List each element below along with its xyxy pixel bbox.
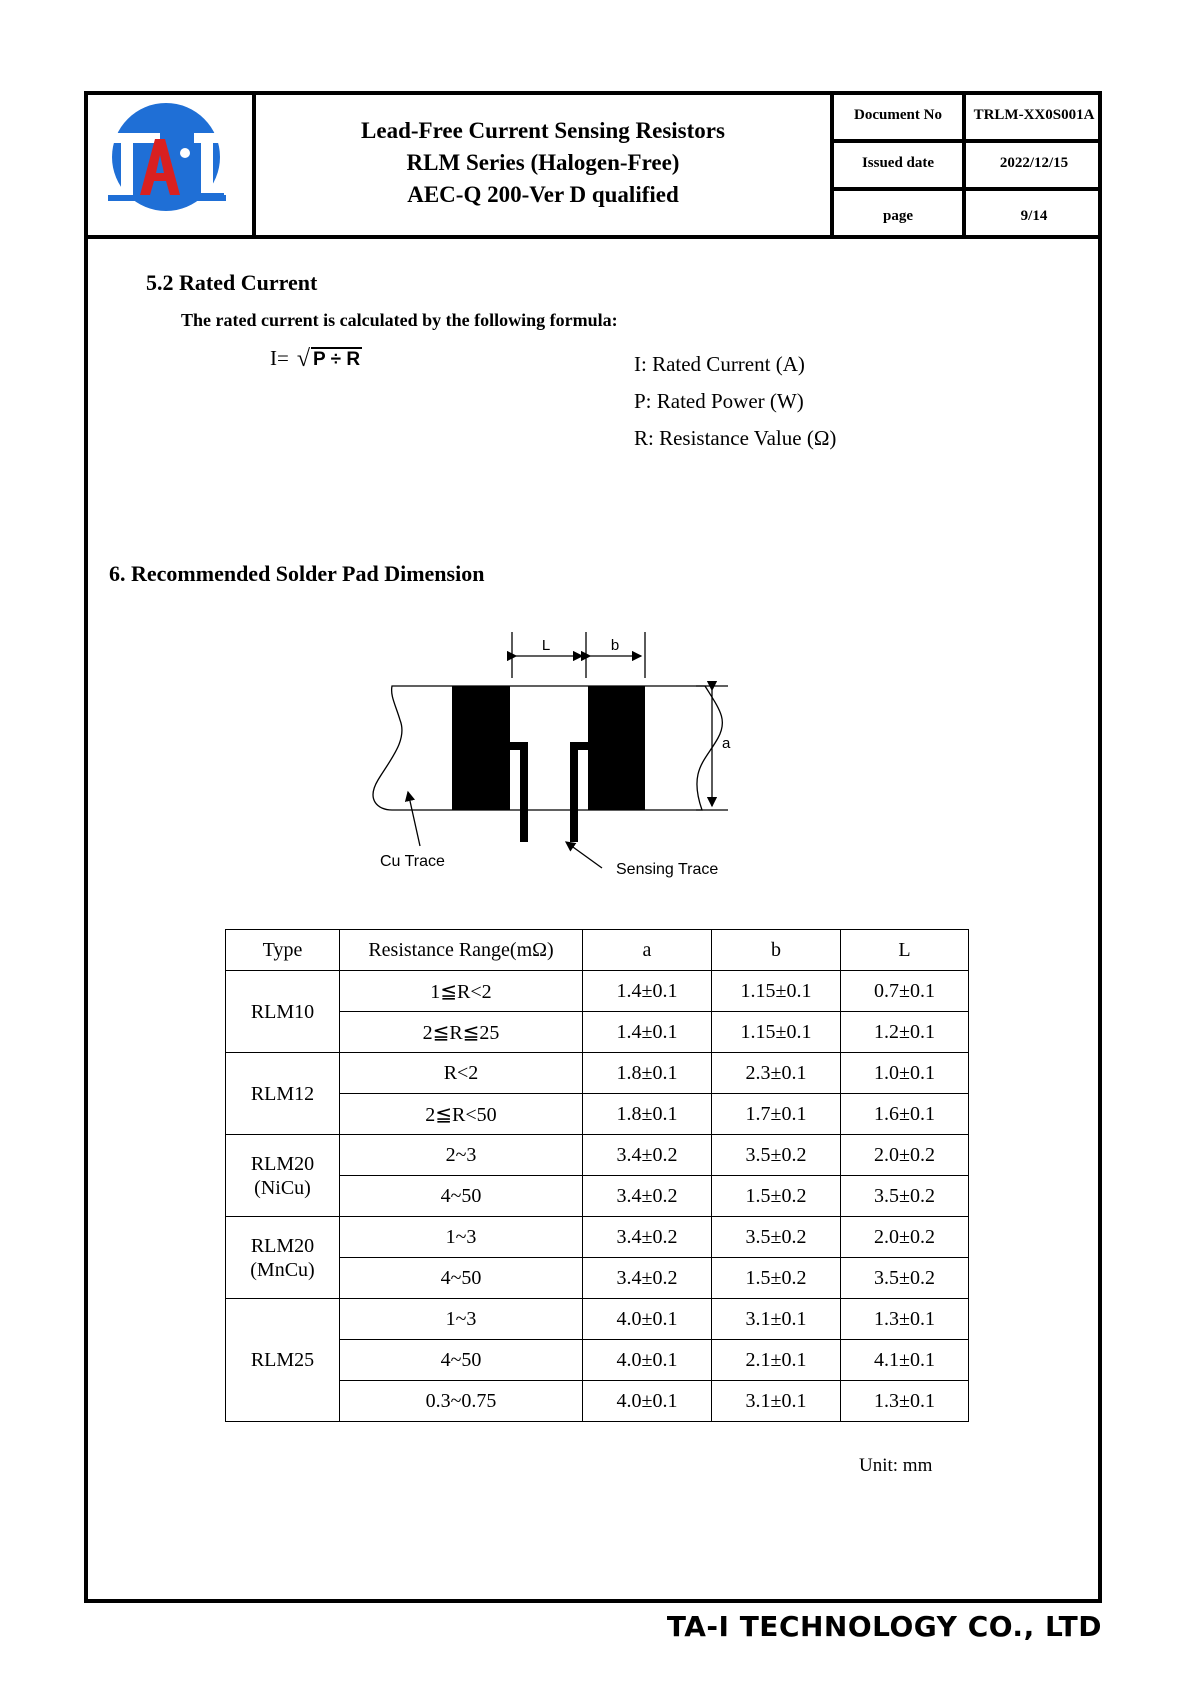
meta-label: Issued date	[834, 139, 966, 187]
range-cell: 1≦R<2	[340, 971, 583, 1012]
sqrt-icon: √	[296, 345, 311, 372]
section-heading-rated-current: 5.2 Rated Current	[146, 270, 318, 295]
sensing-trace-label: Sensing Trace	[616, 861, 719, 878]
meta-row-document-no	[834, 91, 1102, 143]
cu-trace-label: Cu Trace	[380, 853, 445, 870]
value-cell: 2.1±0.1	[712, 1340, 841, 1381]
value-cell: 1.5±0.2	[712, 1258, 841, 1299]
meta-value: 9/14	[1020, 207, 1048, 224]
range-cell: 4~50	[340, 1258, 583, 1299]
value-cell: 1.0±0.1	[841, 1053, 969, 1094]
type-cell	[226, 1217, 340, 1299]
meta-value: 2022/12/15	[999, 154, 1069, 171]
range-cell: 1~3	[340, 1299, 583, 1340]
value-cell: 4.0±0.1	[583, 1381, 712, 1422]
formula-definitions	[634, 352, 836, 463]
column-header: L	[841, 930, 969, 971]
value-cell: 2.3±0.1	[712, 1053, 841, 1094]
type-line: RLM20	[250, 1234, 315, 1257]
document-meta	[834, 91, 1102, 235]
value-cell: 1.3±0.1	[841, 1299, 969, 1340]
table-header-row	[226, 930, 969, 971]
rated-current-formula	[270, 346, 362, 371]
range-cell: 2≦R<50	[340, 1094, 583, 1135]
type-line: (NiCu)	[254, 1176, 311, 1199]
table-row	[226, 1299, 969, 1340]
value-cell: 1.4±0.1	[583, 1012, 712, 1053]
value-cell: 1.3±0.1	[841, 1381, 969, 1422]
value-cell: 4.1±0.1	[841, 1340, 969, 1381]
value-cell: 1.8±0.1	[583, 1053, 712, 1094]
table-row	[226, 1217, 969, 1258]
range-cell: 2~3	[340, 1135, 583, 1176]
value-cell: 3.5±0.2	[841, 1258, 969, 1299]
value-cell: 3.5±0.2	[841, 1176, 969, 1217]
meta-value: TRLM-XX0S001A	[973, 106, 1095, 123]
range-cell: 0.3~0.75	[340, 1381, 583, 1422]
type-line: RLM12	[250, 1082, 315, 1105]
value-cell: 1.6±0.1	[841, 1094, 969, 1135]
value-cell: 3.4±0.2	[583, 1217, 712, 1258]
company-name: TA-I TECHNOLOGY CO., LTD	[666, 1610, 1102, 1643]
unit-note: Unit: mm	[859, 1455, 933, 1476]
title-line-1: Lead-Free Current Sensing Resistors	[361, 118, 725, 143]
value-cell: 1.15±0.1	[712, 971, 841, 1012]
value-cell: 3.4±0.2	[583, 1258, 712, 1299]
value-cell: 3.1±0.1	[712, 1299, 841, 1340]
type-cell	[226, 1299, 340, 1422]
definition-resistance: R: Resistance Value (Ω)	[634, 426, 837, 450]
title-line-2: RLM Series (Halogen-Free)	[406, 150, 680, 175]
column-header: Resistance Range(mΩ)	[340, 930, 583, 971]
dimension-label-b: b	[610, 637, 620, 654]
table-row	[226, 1053, 969, 1094]
value-cell: 3.5±0.2	[712, 1135, 841, 1176]
document-title	[256, 91, 834, 235]
value-cell: 3.1±0.1	[712, 1381, 841, 1422]
value-cell: 2.0±0.2	[841, 1135, 969, 1176]
type-cell	[226, 1135, 340, 1217]
dimension-label-L: L	[541, 637, 551, 654]
type-line: RLM10	[250, 1000, 315, 1023]
type-line: (MnCu)	[250, 1258, 315, 1281]
title-line-3: AEC-Q 200-Ver D qualified	[407, 182, 679, 207]
formula-intro: The rated current is calculated by the following formula:	[181, 310, 618, 330]
definition-current: I: Rated Current (A)	[634, 352, 805, 376]
range-cell: 2≦R≦25	[340, 1012, 583, 1053]
company-logo	[84, 91, 252, 235]
type-cell	[226, 1053, 340, 1135]
table-row	[226, 1135, 969, 1176]
formula-body: P ÷ R	[313, 348, 361, 370]
value-cell: 2.0±0.2	[841, 1217, 969, 1258]
value-cell: 1.5±0.2	[712, 1176, 841, 1217]
column-header: b	[712, 930, 841, 971]
section-heading-solder-pad: 6. Recommended Solder Pad Dimension	[109, 561, 485, 586]
definition-power: P: Rated Power (W)	[634, 389, 804, 413]
meta-label: page	[834, 187, 966, 235]
type-cell	[226, 971, 340, 1053]
value-cell: 3.4±0.2	[583, 1176, 712, 1217]
range-cell: R<2	[340, 1053, 583, 1094]
type-line: RLM20	[250, 1152, 315, 1175]
solder-pad-diagram	[370, 620, 790, 900]
value-cell: 0.7±0.1	[841, 971, 969, 1012]
column-header: a	[583, 930, 712, 971]
dimension-label-a: a	[722, 735, 731, 752]
value-cell: 1.2±0.1	[841, 1012, 969, 1053]
value-cell: 1.4±0.1	[583, 971, 712, 1012]
logo-cell	[84, 91, 256, 235]
formula-lhs: I=	[270, 346, 289, 370]
meta-row-issued-date	[834, 139, 1102, 191]
range-cell: 4~50	[340, 1340, 583, 1381]
range-cell: 4~50	[340, 1176, 583, 1217]
table-body	[226, 971, 969, 1422]
value-cell: 3.4±0.2	[583, 1135, 712, 1176]
value-cell: 1.7±0.1	[712, 1094, 841, 1135]
value-cell: 4.0±0.1	[583, 1340, 712, 1381]
type-line: RLM25	[250, 1349, 315, 1371]
value-cell: 1.8±0.1	[583, 1094, 712, 1135]
value-cell: 1.15±0.1	[712, 1012, 841, 1053]
table-row	[226, 971, 969, 1012]
square-root	[297, 347, 362, 371]
range-cell: 1~3	[340, 1217, 583, 1258]
column-header: Type	[226, 930, 340, 971]
document-header	[84, 91, 1102, 239]
value-cell: 3.5±0.2	[712, 1217, 841, 1258]
meta-row-page	[834, 187, 1102, 235]
solder-pad-table	[225, 929, 969, 1422]
value-cell: 4.0±0.1	[583, 1299, 712, 1340]
meta-label: Document No	[834, 91, 966, 139]
